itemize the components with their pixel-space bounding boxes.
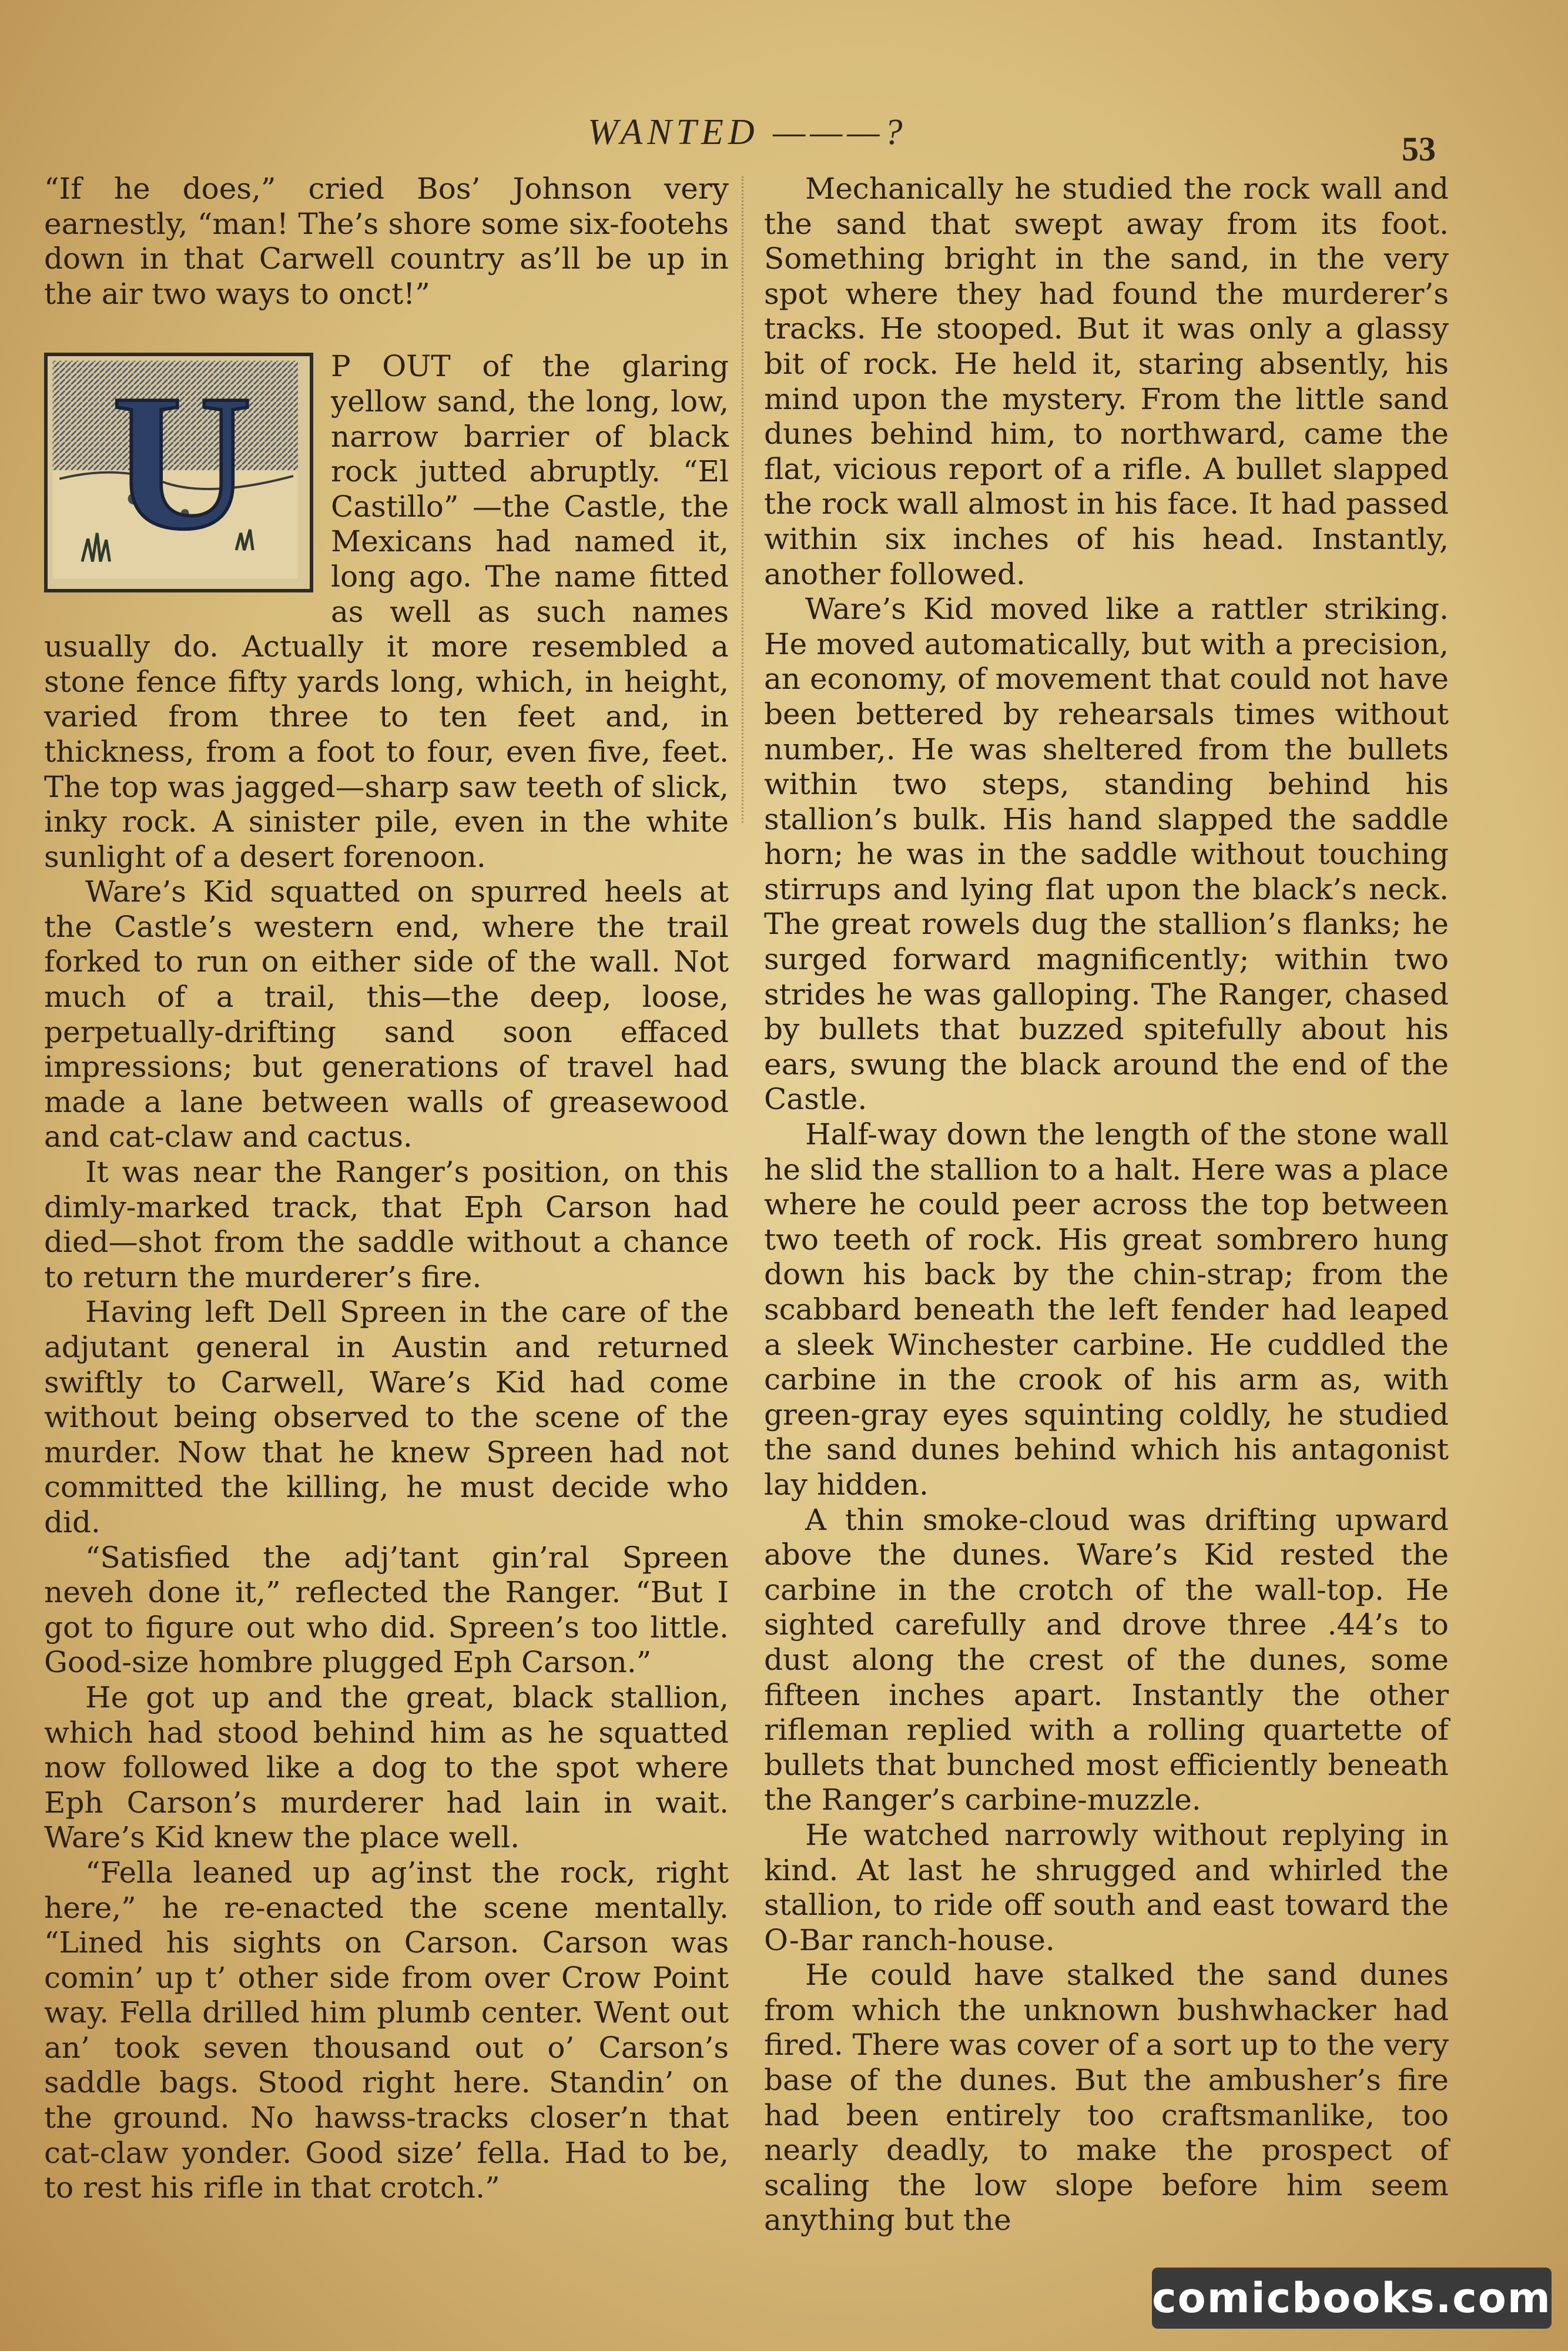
watermark-logo: comicbooks.com: [1152, 2268, 1552, 2329]
drop-cap-icon: [48, 356, 310, 589]
paragraph: He could have stalked the sand dunes from which the unknown bushwhacker had fired. There was cover of a sort up to the very base of the dunes. But the ambusher’s fire had been entirely too craftsmanlike, too nearly deadly, to make the prospect of scaling the low slope before him seem anything but the: [764, 1958, 1449, 2238]
paragraph: A thin smoke-cloud was drifting upward above the dunes. Ware’s Kid rested the carbine in the crotch of the wall-top. He sighted carefully and drove three .44’s to dust along the crest of the dunes, some fifteen inches apart. Instantly the other rifleman replied with a rolling quartette of bullets that bunched most efficiently beneath the Ranger’s carbine-muzzle.: [764, 1502, 1449, 1817]
paragraph: He got up and the great, black stallion, which had stood behind him as he squatted now followed like a dog to the spot where Eph Carson’s murderer had lain in wait. Ware’s Kid knew the place well.: [44, 1680, 729, 1855]
paragraph: “Fella leaned up ag’inst the rock, right here,” he re-enacted the scene mentally. “Lined his sights on Carson. Carson was comin’ up t’ other side from over Crow Point way. Fella drilled him plumb center. Went out an’ took seven thousand out o’ Carson’s saddle bags. Stood right here. Standin’ on the ground. No hawss-tracks closer’n that cat-claw yonder. Good size’ fella. Had to be, to rest his rifle in that crotch.”: [44, 1855, 729, 2205]
page-number: 53: [1402, 130, 1436, 168]
paragraph: Ware’s Kid moved like a rattler striking. He moved automatically, but with a precision, an economy, of movement that could not have been bettered by rehearsals times without number,. He was sheltered from the bullets within two steps, standing behind his stallion’s bulk. His hand slapped the saddle horn; he was in the saddle without touching stirrups and lying flat upon the black’s neck. The great rowels dug the stallion’s flanks; he surged forward magnificently; within two strides he was galloping. The Ranger, chased by bullets that buzzed spitefully about his ears, swung the black around the end of the Castle.: [764, 592, 1449, 1117]
paragraph: Mechanically he studied the rock wall and the sand that swept away from its foot. Something bright in the sand, in the very spot where they had found the murderer’s tracks. He stooped. But it was only a glassy bit of rock. He held it, staring absently, his mind upon the mystery. From the little sand dunes behind him, to northward, came the flat, vicious report of a rifle. A bullet slapped the rock wall almost in his face. It had passed within six inches of his head. Instantly, another followed.: [764, 172, 1449, 591]
paragraph: “If he does,” cried Bos’ Johnson very earnestly, “man! The’s shore some six-footehs down in that Carwell country as’ll be up in the air two ways to onct!”: [44, 172, 729, 311]
column-gutter: [742, 176, 755, 823]
right-column: [764, 172, 1449, 2238]
drop-cap-illustration: [44, 353, 313, 592]
paragraph: Half-way down the length of the stone wall he slid the stallion to a halt. Here was a place where he could peer across the top between two teeth of rock. His great sombrero hung down his back by the chin-strap; from the scabbard beneath the left fender had leaped a sleek Winchester carbine. He cuddled the carbine in the crook of his arm as, with green-gray eyes squinting coldly, he studied the sand dunes behind which his antagonist lay hidden.: [764, 1117, 1449, 1502]
svg-text:U: U: [112, 356, 252, 570]
running-title: WANTED ———?: [588, 112, 907, 152]
paragraph: Ware’s Kid squatted on spurred heels at the Castle’s western end, where the trail forked to run on either side of the wall. Not much of a trail, this—the deep, loose, perpetually-drifting sand soon effaced impressions; but generations of travel had made a lane between walls of greasewood and cat-claw and cactus.: [44, 875, 729, 1154]
opening-paragraph: [44, 349, 729, 875]
paragraph: It was near the Ranger’s position, on this dimly-marked track, that Eph Carson had died—shot from the saddle without a chance to return the murderer’s fire.: [44, 1155, 729, 1294]
paragraph: Having left Dell Spreen in the care of the adjutant general in Austin and returned swiftly to Carwell, Ware’s Kid had come without being observed to the scene of the murder. Now that he knew Spreen had not committed the killing, he must decide who did.: [44, 1295, 729, 1539]
paragraph: He watched narrowly without replying in kind. At last he shrugged and whirled the stallion, to ride off south and east toward the O-Bar ranch-house.: [764, 1817, 1449, 1957]
left-column: [44, 172, 729, 2206]
page-header: [0, 112, 1568, 168]
paragraph: P OUT of the glaring yellow sand, the long, low, narrow barrier of black rock jutted abruptly. “El Castillo” —the Castle, the Mexicans had named it, long ago. The name fitted as well as such names usually do. Actually it more resembled a stone fence fifty yards long, which, in height, varied from three to ten feet and, in thickness, from a foot to four, even five, feet. The top was jagged—sharp saw teeth of slick, inky rock. A sinister pile, even in the white sunlight of a desert forenoon.: [44, 349, 729, 874]
paragraph: “Satisfied the adj’tant gin’ral Spreen neveh done it,” reflected the Ranger. “But I got to figure out who did. Spreen’s too little. Good-size hombre plugged Eph Carson.”: [44, 1540, 729, 1680]
